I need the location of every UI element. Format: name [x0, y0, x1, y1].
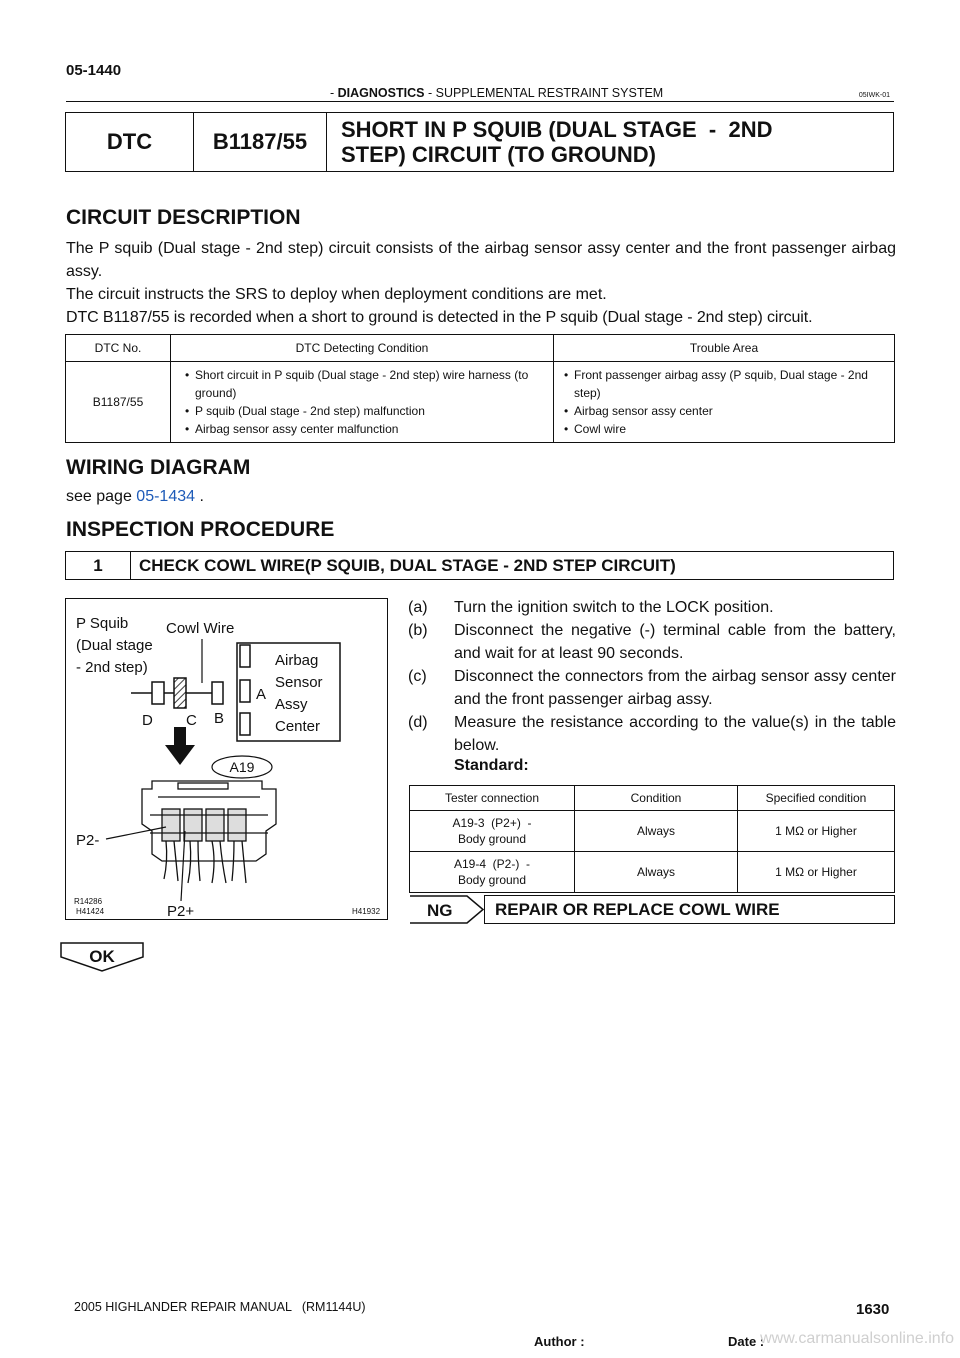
tester-connection-line2: Body ground [457, 832, 527, 846]
footer-author: Author : [534, 1334, 585, 1349]
step-a [408, 596, 896, 619]
footer-page-number: 1630 [856, 1301, 890, 1318]
header-section: DIAGNOSTICS [337, 86, 425, 100]
see-page-trail: . [199, 488, 204, 505]
ok-label: OK [89, 947, 115, 966]
circuit-description-para3: DTC B1187/55 is recorded when a short to ground is detected in the P squib (Dual stage - 2nd step) circuit. [66, 309, 813, 326]
connector-d [152, 682, 164, 704]
ng-arrow-shape [409, 895, 485, 924]
col-condition: Condition [575, 786, 738, 811]
connector-c [174, 678, 186, 708]
trouble-area-cell [554, 362, 895, 443]
header-separator: - [330, 86, 335, 100]
step-d-text: Measure the resistance according to the value(s) in the table below. [454, 714, 896, 754]
connector-b [212, 682, 223, 704]
connector-d-label: D [142, 712, 153, 729]
dtc-title-box [65, 112, 894, 172]
list-item: • P squib (Dual stage - 2nd step) malfunction [185, 402, 547, 420]
step-d-label: (d) [408, 714, 428, 731]
arrow-down-icon [165, 727, 195, 765]
squib-label-3: - 2nd step) [76, 659, 148, 676]
table-header-row [410, 786, 895, 811]
ng-action-box: REPAIR OR REPLACE COWL WIRE [484, 895, 895, 924]
airbag-label-4: Center [275, 718, 321, 735]
table-row [410, 811, 895, 852]
connector-a-label: A [256, 686, 267, 703]
see-page-text: see page [66, 488, 132, 505]
dtc-title-line2: STEP) CIRCUIT (TO GROUND) [341, 142, 656, 167]
standard-label: Standard: [454, 757, 529, 774]
watermark: www.carmanualsonline.info [760, 1330, 954, 1347]
running-header [330, 86, 663, 100]
connector-id-label: A19 [229, 759, 255, 775]
circuit-description-para1: The P squib (Dual stage - 2nd step) circuit consists of the airbag sensor assy center and the front passenger airbag assy. [66, 240, 896, 280]
condition-cell [171, 362, 554, 443]
squib-label-2: (Dual stage [76, 637, 153, 654]
dtc-label: DTC [66, 113, 194, 171]
ok-result-tag [60, 942, 144, 972]
dtc-no-cell: B1187/55 [66, 362, 171, 443]
ng-label: NG [427, 901, 453, 920]
step-b [408, 619, 896, 665]
col-dtc-no: DTC No. [66, 335, 171, 362]
table-header-row [66, 335, 895, 362]
connector-a19-drawing [142, 781, 276, 883]
step-b-text: Disconnect the negative (-) terminal cable from the battery, and wait for at least 90 seconds. [454, 622, 896, 662]
step-number: 1 [66, 552, 131, 579]
tester-connection-line2: Body ground [457, 873, 527, 887]
footer-date: Date : [728, 1334, 765, 1349]
tester-connection-cell [410, 852, 575, 893]
airbag-label-1: Airbag [275, 652, 319, 669]
connector-c-label: C [186, 712, 197, 729]
condition-cell: Always [575, 811, 738, 852]
col-detecting-condition: DTC Detecting Condition [171, 335, 554, 362]
tester-connection-line1: A19-3 (P2+) - [452, 816, 532, 830]
dtc-table [65, 334, 895, 443]
connector-diagram-svg [66, 599, 387, 919]
step-a-label: (a) [408, 599, 428, 616]
tester-connection-cell [410, 811, 575, 852]
condition-cell: Always [575, 852, 738, 893]
list-item: • Front passenger airbag assy (P squib, Dual stage - 2nd step) [564, 366, 888, 402]
dtc-title-line1: SHORT IN P SQUIB (DUAL STAGE - 2ND [341, 117, 773, 142]
tester-connection-line1: A19-4 (P2-) - [453, 857, 531, 871]
airbag-label-2: Sensor [275, 674, 323, 691]
circuit-description-para2: The circuit instructs the SRS to deploy when deployment conditions are met. [66, 286, 607, 303]
header-subsection: SUPPLEMENTAL RESTRAINT SYSTEM [435, 86, 664, 100]
list-item: • Airbag sensor assy center malfunction [185, 420, 547, 438]
list-item: • Short circuit in P squib (Dual stage - 2nd step) wire harness (to ground) [185, 366, 547, 402]
header-rule [66, 101, 894, 102]
table-row [410, 852, 895, 893]
step-b-label: (b) [408, 622, 428, 639]
document-code: 05IWK-01 [858, 92, 890, 99]
pin-p2-minus-label: P2- [76, 832, 100, 849]
pin-p2-plus-label: P2+ [167, 903, 195, 919]
ok-arrow-shape [60, 942, 144, 972]
spec-cell: 1 MΩ or Higher [738, 811, 895, 852]
figure-ref-1: R14286 [74, 897, 103, 906]
sensor-pin [240, 645, 250, 667]
figure-ref-2: H41424 [76, 907, 105, 916]
step-title: CHECK COWL WIRE(P SQUIB, DUAL STAGE - 2ND STEP CIRCUIT) [139, 555, 676, 575]
step-d [408, 711, 896, 757]
step-box [65, 551, 894, 580]
page-number: 05-1440 [66, 62, 122, 79]
dtc-code: B1187/55 [194, 113, 327, 171]
connector-diagram [65, 598, 388, 920]
table-row [66, 362, 895, 443]
page-link[interactable]: 05-1434 [136, 488, 196, 505]
spec-table [409, 785, 895, 893]
col-specified-condition: Specified condition [738, 786, 895, 811]
list-item: • Airbag sensor assy center [564, 402, 888, 420]
see-page-line [66, 488, 204, 506]
col-trouble-area: Trouble Area [554, 335, 895, 362]
sensor-pin [240, 680, 250, 702]
cowl-wire-label: Cowl Wire [166, 620, 235, 637]
header-separator-2: - [427, 86, 433, 100]
step-c-label: (c) [408, 668, 427, 685]
squib-label-1: P Squib [76, 615, 129, 632]
dtc-title [327, 113, 893, 171]
step-a-text: Turn the ignition switch to the LOCK position. [454, 599, 774, 616]
inspection-procedure-heading: INSPECTION PROCEDURE [66, 518, 335, 541]
airbag-label-3: Assy [275, 696, 308, 713]
footer-manual: 2005 HIGHLANDER REPAIR MANUAL (RM1144U) [74, 1300, 366, 1314]
step-c [408, 665, 896, 711]
wiring-diagram-heading: WIRING DIAGRAM [66, 456, 251, 479]
ng-result-tag [409, 895, 479, 924]
spec-cell: 1 MΩ or Higher [738, 852, 895, 893]
circuit-description-heading: CIRCUIT DESCRIPTION [66, 206, 301, 229]
step-c-text: Disconnect the connectors from the airbag sensor assy center and the front passenger airbag assy. [454, 668, 896, 708]
sensor-pin [240, 713, 250, 735]
col-tester-connection: Tester connection [410, 786, 575, 811]
list-item: • Cowl wire [564, 420, 888, 438]
connector-b-label: B [214, 710, 225, 727]
figure-ref-3: H41932 [352, 907, 381, 916]
